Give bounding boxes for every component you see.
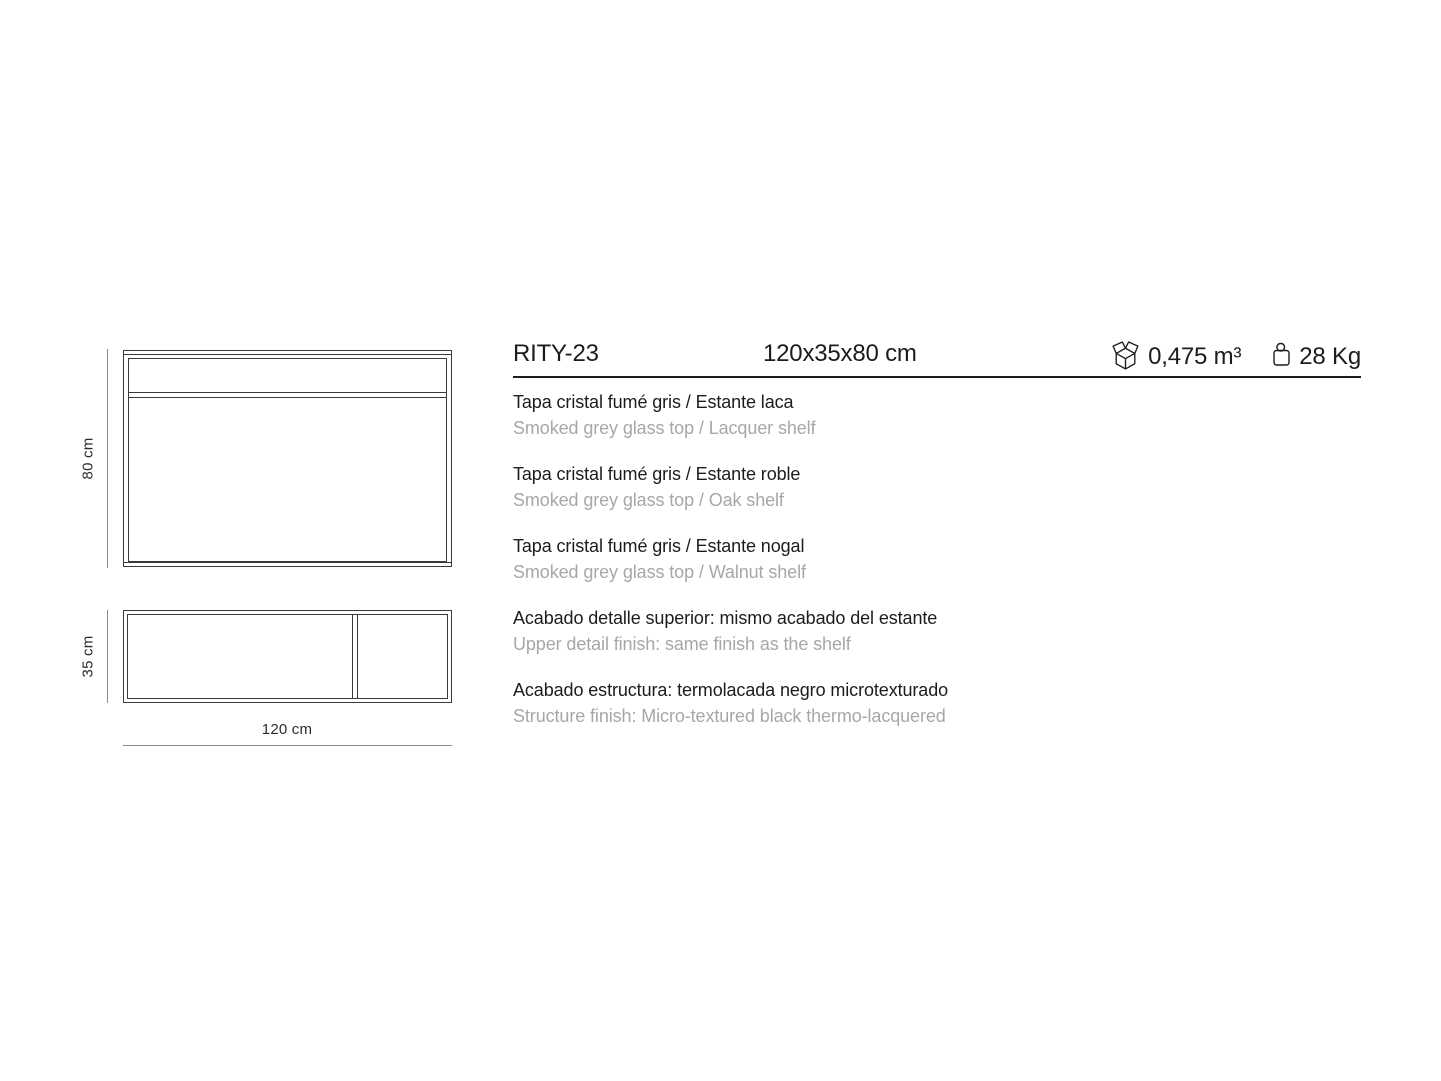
spec-text-es: Tapa cristal fumé gris / Estante roble [513, 464, 801, 484]
width-dimension-label: 120 cm [261, 721, 313, 738]
front-view-inner-frame [128, 358, 447, 562]
volume-value: 0,475 m³ [1148, 342, 1242, 370]
height-dimension-label: 80 cm [79, 437, 97, 480]
depth-dimension-label: 35 cm [79, 635, 97, 678]
spec-item-structure [513, 677, 1361, 729]
top-view-divider-line [352, 615, 358, 698]
open-box-icon [1112, 341, 1139, 372]
spec-text-es: Acabado detalle superior: mismo acabado del estante [513, 608, 938, 628]
front-view-shelf-line [129, 392, 446, 398]
weight-value: 28 Kg [1299, 342, 1361, 370]
top-view-inner-frame [127, 614, 448, 699]
height-dimension-line [107, 349, 108, 568]
spec-text-en: Smoked grey glass top / Walnut shelf [513, 562, 806, 582]
front-view-top-cap-line [124, 354, 451, 355]
top-view-drawing [123, 610, 452, 703]
spec-item-upper-detail [513, 605, 1361, 657]
spec-text-en: Smoked grey glass top / Oak shelf [513, 490, 784, 510]
spec-text-en: Smoked grey glass top / Lacquer shelf [513, 418, 816, 438]
packaging-metrics [1112, 341, 1361, 372]
front-view-drawing [123, 350, 452, 567]
product-dimensions: 120x35x80 cm [763, 340, 917, 367]
product-model-name: RITY-23 [513, 340, 599, 367]
spec-text-es: Tapa cristal fumé gris / Estante nogal [513, 536, 805, 556]
finish-spec-list [513, 378, 1361, 729]
spec-item-lacquer [513, 389, 1361, 441]
product-header-row [513, 339, 1361, 378]
weight-icon [1273, 342, 1290, 372]
depth-dimension-line [107, 610, 108, 703]
spec-item-oak [513, 461, 1361, 513]
front-view-bottom-line [124, 562, 451, 563]
spec-text-es: Acabado estructura: termolacada negro microtexturado [513, 680, 949, 700]
product-info-column [513, 339, 1361, 749]
width-dimension-line [123, 745, 452, 746]
spec-text-es: Tapa cristal fumé gris / Estante laca [513, 392, 794, 412]
spec-item-walnut [513, 533, 1361, 585]
spec-text-en: Upper detail finish: same finish as the shelf [513, 634, 851, 654]
spec-text-en: Structure finish: Micro-textured black thermo-lacquered [513, 706, 946, 726]
